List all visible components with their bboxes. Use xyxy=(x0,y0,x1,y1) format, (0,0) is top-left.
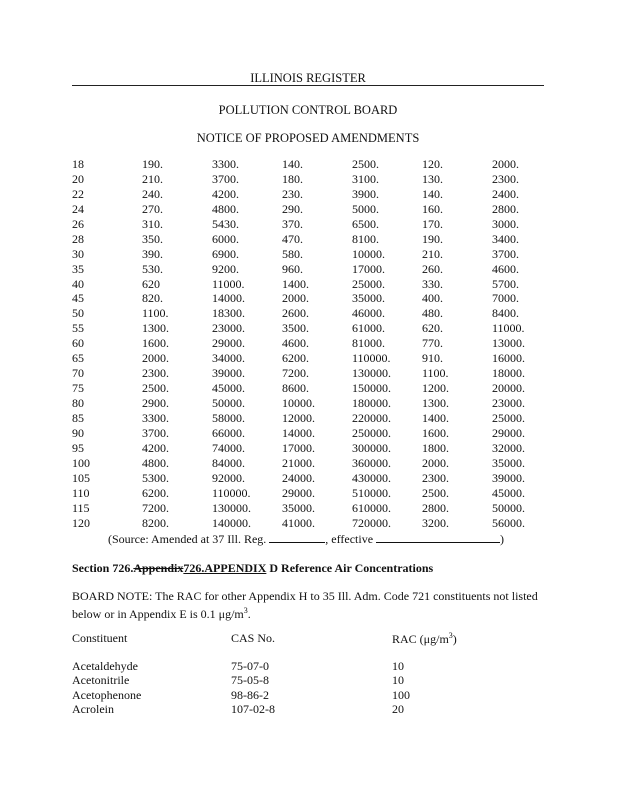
table-cell: 32000. xyxy=(492,440,525,455)
table-cell: 90 xyxy=(72,425,84,440)
table-cell: 3900. xyxy=(352,186,379,201)
constituent-cas: 107-02-8 xyxy=(231,701,275,716)
table-cell: 50 xyxy=(72,306,84,321)
constituent-cas: 75-07-0 xyxy=(231,659,269,673)
table-cell: 130. xyxy=(422,171,443,186)
table-cell: 2800. xyxy=(492,201,519,216)
table-cell: 4800. xyxy=(142,455,169,470)
constituent-row xyxy=(72,688,544,702)
table-cell: 210. xyxy=(422,246,443,261)
constituent-rac: 20 xyxy=(392,701,404,716)
col-rac-label: RAC (μg/m xyxy=(392,632,449,646)
table-cell: 29000. xyxy=(282,485,315,500)
table-cell: 430000. xyxy=(352,470,391,485)
table-cell: 110 xyxy=(72,485,90,500)
table-cell: 620. xyxy=(422,321,443,336)
table-cell: 95 xyxy=(72,440,84,455)
section-lead: Section 726. xyxy=(72,561,134,575)
table-cell: 120. xyxy=(422,157,443,171)
table-cell: 1300. xyxy=(142,321,169,336)
constituent-name: Acetophenone xyxy=(72,687,142,702)
section-struck: Appendix xyxy=(133,561,184,575)
table-cell: 6200. xyxy=(142,485,169,500)
table-cell: 29000. xyxy=(492,425,525,440)
table-cell: 140. xyxy=(282,157,303,171)
table-cell: 3000. xyxy=(492,216,519,231)
table-cell: 18300. xyxy=(212,306,245,321)
table-cell: 29000. xyxy=(212,336,245,351)
table-cell: 3700. xyxy=(492,246,519,261)
table-cell: 105 xyxy=(72,470,90,485)
table-cell: 24 xyxy=(72,201,84,216)
table-cell: 75 xyxy=(72,381,84,396)
table-cell: 26 xyxy=(72,216,84,231)
table-cell: 1200. xyxy=(422,381,449,396)
table-cell: 20 xyxy=(72,171,84,186)
table-cell: 2600. xyxy=(282,306,309,321)
table-cell: 150000. xyxy=(352,381,391,396)
table-cell: 70 xyxy=(72,366,84,381)
table-cell: 4600. xyxy=(282,336,309,351)
table-cell: 3100. xyxy=(352,171,379,186)
table-cell: 250000. xyxy=(352,425,391,440)
table-cell: 6000. xyxy=(212,231,239,246)
table-cell: 230. xyxy=(282,186,303,201)
table-cell: 160. xyxy=(422,201,443,216)
constituent-cas: 75-05-8 xyxy=(231,673,269,688)
register-title: ILLINOIS REGISTER xyxy=(250,71,366,85)
table-cell: 2500. xyxy=(142,381,169,396)
table-cell: 510000. xyxy=(352,485,391,500)
board-note-end: . xyxy=(247,606,251,621)
table-cell: 290. xyxy=(282,201,303,216)
table-cell: 6500. xyxy=(352,216,379,231)
table-cell: 10000. xyxy=(352,246,385,261)
table-cell: 720000. xyxy=(352,515,391,530)
table-cell: 18000. xyxy=(492,366,525,381)
table-cell: 11000. xyxy=(212,276,245,291)
table-cell: 2800. xyxy=(422,500,449,515)
table-cell: 14000. xyxy=(282,425,315,440)
table-cell: 1400. xyxy=(422,410,449,425)
table-cell: 40 xyxy=(72,276,84,291)
table-cell: 2500. xyxy=(422,485,449,500)
table-cell: 3700. xyxy=(142,425,169,440)
header-rule xyxy=(72,85,544,86)
table-cell: 5300. xyxy=(142,470,169,485)
constituent-rac: 10 xyxy=(392,659,404,673)
table-cell: 2900. xyxy=(142,396,169,410)
constituent-row xyxy=(72,659,544,673)
table-cell: 110000. xyxy=(352,351,391,366)
table-cell: 58000. xyxy=(212,410,245,425)
table-cell: 39000. xyxy=(492,470,525,485)
source-middle: , effective xyxy=(325,532,377,546)
table-cell: 12000. xyxy=(282,410,315,425)
table-cell: 20000. xyxy=(492,381,525,396)
table-cell: 55 xyxy=(72,321,84,336)
table-cell: 180000. xyxy=(352,396,391,410)
table-cell: 81000. xyxy=(352,336,385,351)
table-cell: 45 xyxy=(72,291,84,306)
table-cell: 220000. xyxy=(352,410,391,425)
table-cell: 190. xyxy=(422,231,443,246)
table-cell: 3700. xyxy=(212,171,239,186)
table-cell: 3200. xyxy=(422,515,449,530)
table-cell: 620 xyxy=(142,276,160,291)
table-cell: 34000. xyxy=(212,351,245,366)
table-cell: 4800. xyxy=(212,201,239,216)
table-cell: 390. xyxy=(142,246,163,261)
table-cell: 45000. xyxy=(492,485,525,500)
table-cell: 2000. xyxy=(422,455,449,470)
constituent-table-header xyxy=(72,631,544,646)
col-rac xyxy=(392,631,457,647)
table-cell: 350. xyxy=(142,231,163,246)
table-cell: 23000. xyxy=(212,321,245,336)
table-cell: 2500. xyxy=(352,157,379,171)
table-cell: 5000. xyxy=(352,201,379,216)
table-cell: 130000. xyxy=(352,366,391,381)
table-cell: 10000. xyxy=(282,396,315,410)
table-cell: 35000. xyxy=(352,291,385,306)
table-cell: 770. xyxy=(422,336,443,351)
constituent-row xyxy=(72,673,544,687)
table-cell: 8100. xyxy=(352,231,379,246)
col-constituent: Constituent xyxy=(72,631,128,645)
table-cell: 5430. xyxy=(212,216,239,231)
table-cell: 470. xyxy=(282,231,303,246)
table-cell: 1800. xyxy=(422,440,449,455)
table-cell: 8400. xyxy=(492,306,519,321)
table-cell: 1300. xyxy=(422,396,449,410)
table-cell: 190. xyxy=(142,157,163,171)
table-cell: 370. xyxy=(282,216,303,231)
table-cell: 3300. xyxy=(212,157,239,171)
table-cell: 17000. xyxy=(282,440,315,455)
table-cell: 170. xyxy=(422,216,443,231)
table-cell: 17000. xyxy=(352,261,385,276)
table-cell: 210. xyxy=(142,171,163,186)
table-cell: 92000. xyxy=(212,470,245,485)
table-cell: 50000. xyxy=(212,396,245,410)
table-cell: 35000. xyxy=(282,500,315,515)
table-cell: 5700. xyxy=(492,276,519,291)
table-cell: 960. xyxy=(282,261,303,276)
table-cell: 240. xyxy=(142,186,163,201)
table-cell: 80 xyxy=(72,396,84,410)
board-note xyxy=(72,589,544,621)
table-cell: 2300. xyxy=(492,171,519,186)
table-cell: 3300. xyxy=(142,410,169,425)
table-cell: 3500. xyxy=(282,321,309,336)
section-underlined: 726.APPENDIX xyxy=(183,561,267,575)
table-cell: 2000. xyxy=(492,157,519,171)
table-cell: 100 xyxy=(72,455,90,470)
table-cell: 180. xyxy=(282,171,303,186)
constituent-name: Acetaldehyde xyxy=(72,659,138,673)
table-cell: 35 xyxy=(72,261,84,276)
constituent-rac: 10 xyxy=(392,673,404,688)
constituent-name: Acrolein xyxy=(72,701,114,716)
constituent-list xyxy=(72,659,544,716)
notice-title: NOTICE OF PROPOSED AMENDMENTS xyxy=(196,131,420,145)
table-cell: 24000. xyxy=(282,470,315,485)
table-cell: 16000. xyxy=(492,351,525,366)
source-blank-date xyxy=(376,531,500,543)
table-cell: 270. xyxy=(142,201,163,216)
table-cell: 2300. xyxy=(422,470,449,485)
table-cell: 21000. xyxy=(282,455,315,470)
table-cell: 85 xyxy=(72,410,84,425)
table-cell: 7200. xyxy=(142,500,169,515)
table-cell: 2000. xyxy=(142,351,169,366)
section-rest: D Reference Air Concentrations xyxy=(266,561,434,575)
table-cell: 910. xyxy=(422,351,443,366)
table-cell: 45000. xyxy=(212,381,245,396)
table-cell: 260. xyxy=(422,261,443,276)
table-cell: 84000. xyxy=(212,455,245,470)
table-cell: 1100. xyxy=(422,366,449,381)
table-cell: 140000. xyxy=(212,515,251,530)
table-cell: 9200. xyxy=(212,261,239,276)
table-cell: 18 xyxy=(72,157,84,171)
col-rac-sup: 3 xyxy=(448,631,453,640)
table-cell: 300000. xyxy=(352,440,391,455)
table-cell: 25000. xyxy=(492,410,525,425)
table-cell: 4200. xyxy=(212,186,239,201)
table-cell: 46000. xyxy=(352,306,385,321)
table-cell: 580. xyxy=(282,246,303,261)
table-cell: 1400. xyxy=(282,276,309,291)
source-suffix: ) xyxy=(500,532,505,546)
table-cell: 400. xyxy=(422,291,443,306)
table-cell: 1600. xyxy=(142,336,169,351)
table-cell: 39000. xyxy=(212,366,245,381)
table-cell: 35000. xyxy=(492,455,525,470)
table-cell: 41000. xyxy=(282,515,315,530)
table-cell: 120 xyxy=(72,515,90,530)
table-cell: 60 xyxy=(72,336,84,351)
section-heading xyxy=(72,561,433,576)
table-cell: 65 xyxy=(72,351,84,366)
table-cell: 480. xyxy=(422,306,443,321)
table-cell: 56000. xyxy=(492,515,525,530)
table-cell: 2400. xyxy=(492,186,519,201)
table-cell: 50000. xyxy=(492,500,525,515)
table-cell: 7000. xyxy=(492,291,519,306)
constituent-rac: 100 xyxy=(392,687,410,702)
table-cell: 360000. xyxy=(352,455,391,470)
table-cell: 330. xyxy=(422,276,443,291)
table-cell: 22 xyxy=(72,186,84,201)
source-blank-reg xyxy=(269,531,325,543)
table-cell: 4600. xyxy=(492,261,519,276)
col-cas: CAS No. xyxy=(231,631,276,645)
table-cell: 66000. xyxy=(212,425,245,440)
table-cell: 8600. xyxy=(282,381,309,396)
table-cell: 1100. xyxy=(142,306,169,321)
table-cell: 115 xyxy=(72,500,90,515)
table-cell: 23000. xyxy=(492,396,525,410)
table-cell: 610000. xyxy=(352,500,391,515)
table-cell: 820. xyxy=(142,291,163,306)
table-cell: 530. xyxy=(142,261,163,276)
table-cell: 140. xyxy=(422,186,443,201)
board-note-text: BOARD NOTE: The RAC for other Appendix H to 35 Ill. Adm. Code 721 constituents not listed below or in Appendix E is 0.1 μg/m xyxy=(72,589,538,621)
table-cell: 1600. xyxy=(422,425,449,440)
table-cell: 25000. xyxy=(352,276,385,291)
table-cell: 61000. xyxy=(352,321,385,336)
table-cell: 3400. xyxy=(492,231,519,246)
table-cell: 7200. xyxy=(282,366,309,381)
table-cell: 30 xyxy=(72,246,84,261)
table-cell: 13000. xyxy=(492,336,525,351)
table-cell: 74000. xyxy=(212,440,245,455)
col-rac-end: ) xyxy=(452,632,457,646)
table-cell: 4200. xyxy=(142,440,169,455)
table-cell: 28 xyxy=(72,231,84,246)
constituent-cas: 98-86-2 xyxy=(231,687,269,702)
constituent-row xyxy=(72,702,544,716)
table-cell: 2000. xyxy=(282,291,309,306)
table-cell: 11000. xyxy=(492,321,525,336)
table-cell: 6200. xyxy=(282,351,309,366)
board-note-sup: 3 xyxy=(243,605,248,615)
table-cell: 8200. xyxy=(142,515,169,530)
source-note xyxy=(108,531,504,547)
table-cell: 130000. xyxy=(212,500,251,515)
table-cell: 14000. xyxy=(212,291,245,306)
constituent-name: Acetonitrile xyxy=(72,673,130,688)
source-prefix: (Source: Amended at 37 Ill. Reg. xyxy=(108,532,270,546)
table-cell: 6900. xyxy=(212,246,239,261)
table-cell: 110000. xyxy=(212,485,251,500)
board-title: POLLUTION CONTROL BOARD xyxy=(218,103,398,117)
table-cell: 310. xyxy=(142,216,163,231)
table-cell: 2300. xyxy=(142,366,169,381)
